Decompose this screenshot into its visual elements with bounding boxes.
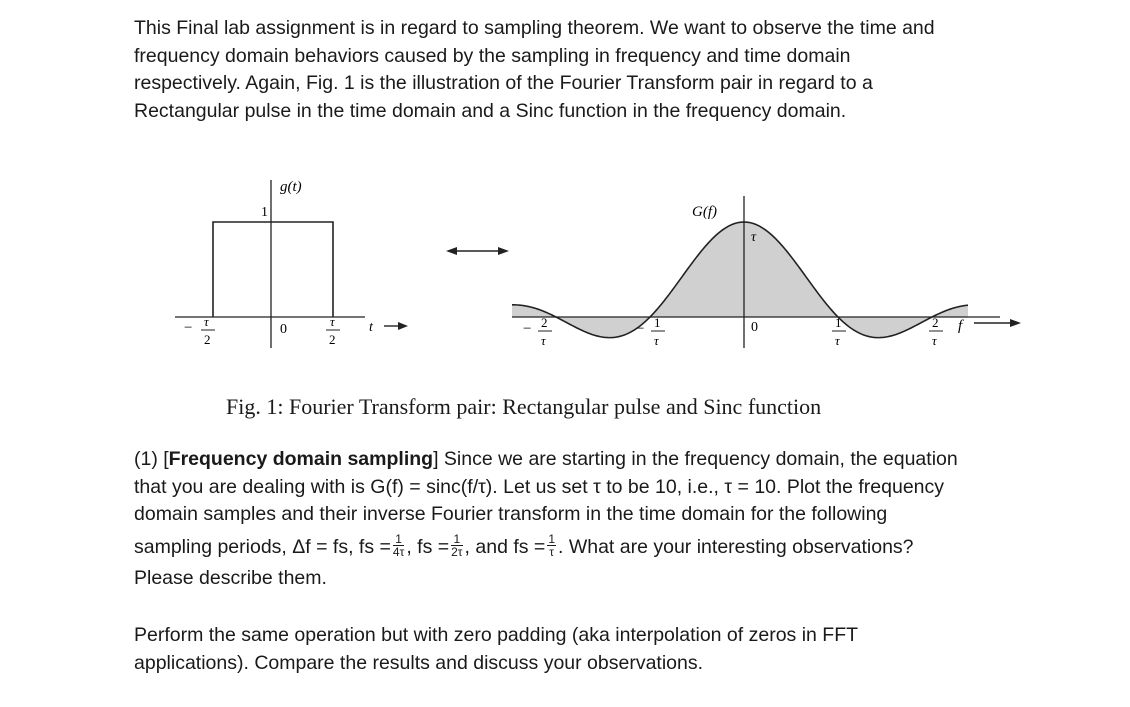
zero-padding-paragraph <box>134 622 1034 677</box>
double-arrow-icon <box>446 247 509 255</box>
q1-text: , and fs = <box>464 535 546 558</box>
f-label: f <box>958 318 963 334</box>
t-arrow-head <box>398 322 408 330</box>
question-1 <box>134 446 1034 592</box>
peak-label: τ <box>751 230 757 245</box>
fraction-denominator: 4τ <box>392 544 405 559</box>
time-origin-label: 0 <box>280 322 287 337</box>
intro-line: Rectangular pulse in the time domain and a Sinc function in the frequency domain. <box>134 99 847 122</box>
pos-tick-num: τ <box>330 314 335 329</box>
G-axis-label: G(f) <box>692 204 717 220</box>
intro-paragraph <box>134 15 1034 125</box>
tick-pos2-num: 2 <box>932 315 939 330</box>
q1-line <box>134 529 1034 565</box>
fraction-denominator: τ <box>549 544 555 559</box>
sinc-fill <box>512 222 968 338</box>
pos-tick-den: 2 <box>329 332 336 347</box>
tick-neg2-num: 2 <box>541 315 548 330</box>
q1-text: . What are your interesting observations? <box>558 535 914 558</box>
tick-pos1-num: 1 <box>835 315 842 330</box>
height-label: 1 <box>261 205 268 220</box>
rect-pulse-plot <box>175 179 408 348</box>
fraction-numerator: 1 <box>548 531 555 546</box>
freq-origin-label: 0 <box>751 320 758 335</box>
q1-suffix: ] Since we are starting in the frequency domain, the equation <box>433 448 958 470</box>
fraction-numerator: 1 <box>393 533 404 546</box>
tick-neg2-sign: − <box>523 321 532 337</box>
neg-tick-num: τ <box>204 314 209 329</box>
q1-line <box>134 446 1034 474</box>
q1-line: that you are dealing with is G(f) = sinc(f/τ). Let us set τ to be 10, i.e., τ = 10. Plot the frequency <box>134 475 945 498</box>
fraction-denominator: 2τ <box>451 544 463 559</box>
t-label: t <box>369 320 373 335</box>
intro-line: respectively. Again, Fig. 1 is the illustration of the Fourier Transform pair in regard to a <box>134 72 873 94</box>
fourier-pair-figure <box>0 160 1130 360</box>
tick-neg1-sign: − <box>636 321 645 337</box>
q1-heading: Frequency domain sampling <box>168 448 434 470</box>
paragraph-line: Perform the same operation but with zero padding (aka interpolation of zeros in FFT <box>134 624 859 646</box>
q1-line: domain samples and their inverse Fourier transform in the time domain for the following <box>134 503 888 525</box>
figure-caption: Fig. 1: Fourier Transform pair: Rectangular pulse and Sinc function <box>226 394 822 419</box>
tick-pos1-den: τ <box>835 333 840 348</box>
intro-line: This Final lab assignment is in regard to sampling theorem. We want to observe the time and <box>134 17 935 39</box>
tick-neg2-den: τ <box>541 333 546 348</box>
rect-pulse <box>213 222 333 317</box>
neg-tick-den: 2 <box>204 332 211 347</box>
q1-text: , fs = <box>406 535 450 558</box>
fraction <box>393 533 404 558</box>
fraction <box>451 533 462 558</box>
sinc-plot <box>512 196 1021 348</box>
tick-neg1-den: τ <box>654 333 659 348</box>
intro-line: frequency domain behaviors caused by the sampling in frequency and time domain <box>134 44 851 67</box>
q1-text: sampling periods, Δf = fs, fs = <box>134 535 391 558</box>
fraction <box>547 533 556 558</box>
q1-line: Please describe them. <box>134 566 327 589</box>
tick-neg1-num: 1 <box>654 315 661 330</box>
neg-sign: − <box>184 320 193 336</box>
tick-pos2-den: τ <box>932 333 937 348</box>
g-axis-label: g(t) <box>280 179 302 195</box>
q1-prefix: (1) [ <box>134 448 169 470</box>
paragraph-line: applications). Compare the results and discuss your observations. <box>134 651 704 674</box>
f-arrow-head <box>1010 319 1021 327</box>
fraction-numerator: 1 <box>451 533 462 546</box>
